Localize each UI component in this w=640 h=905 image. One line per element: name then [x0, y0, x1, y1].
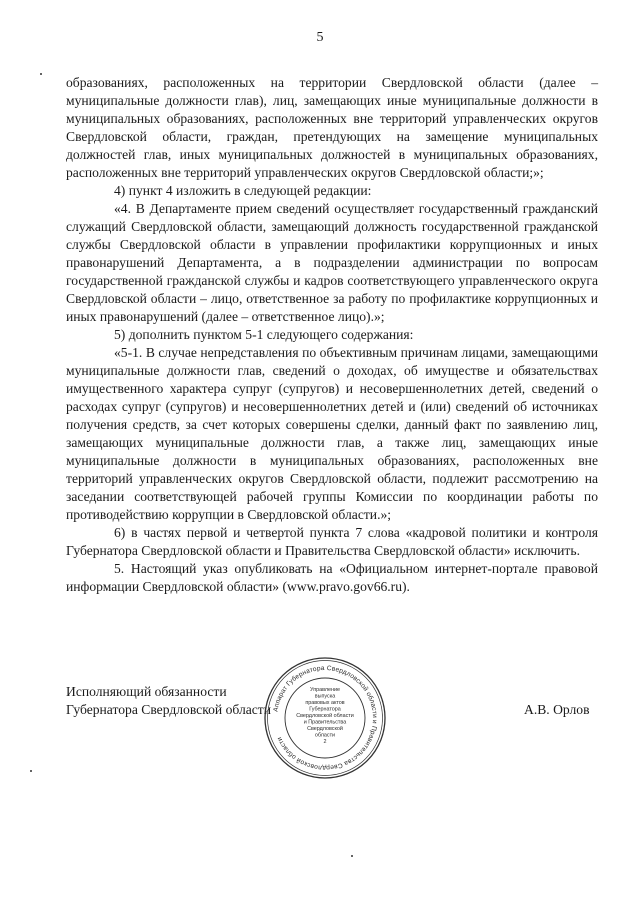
paragraph-7: 5. Настоящий указ опубликовать на «Официальном интернет-портале правовой информации Свердловской области» (www.pravo.gov66.ru).: [66, 561, 598, 594]
seal-inner-line: Свердловской: [307, 726, 343, 732]
scan-speck: [40, 73, 42, 75]
paragraph-6: 6) в частях первой и четвертой пункта 7 слова «кадровой политики и контроля Губернатора Свердловской области и Правительства Свердловской области» исключить.: [66, 525, 598, 558]
seal-inner-line: Свердловской области: [296, 713, 354, 719]
official-seal-stamp: [262, 655, 388, 781]
seal-inner-line: и Правительства: [303, 719, 347, 726]
paragraph-3: «4. В Департаменте прием сведений осуществляет государственный гражданский служащий Свердловской области, замещающий должность государственной гражданской службы Свердловской области в управлении профилактики коррупционных и иных правонарушений Департамента, а в подразделении администрации по вопросам государственной гражданской службы и кадров соответствующего управленческого округа Свердловской области – лицо, ответственное за работу по профилактике коррупционных и иных правонарушений (далее – ответственное лицо).»;: [66, 201, 598, 324]
signatory-position: [66, 683, 271, 719]
page-number: 5: [316, 30, 324, 45]
signatory-position-line-2: Губернатора Свердловской области: [66, 702, 272, 717]
scan-speck: [30, 770, 32, 772]
seal-inner-line: области: [314, 732, 336, 739]
paragraph-5: «5-1. В случае непредставления по объективным причинам лицами, замещающими муниципальные должности глав, сведений о доходах, об имуществе и обязательствах имущественного характера супруг (супругов) и несовершеннолетних детей, сведений о расходах супруг (супругов) и несовершеннолетних детей и (или) сведений об источниках получения средств, за счет которых совершены сделки, данный факт по заявлению лиц, замещающих муниципальные должности глав, а также лиц, замещающих иные муниципальные должности в муниципальных образованиях, расположенных вне территорий управленческих округов Свердловской области, подлежит рассмотрению на заседании соответствующей рабочей группы Комиссии по координации работы по противодействию коррупции в Свердловской области.»;: [66, 345, 598, 522]
paragraph-4: 5) дополнить пунктом 5-1 следующего содержания:: [114, 327, 414, 342]
signatory-position-line-1: Исполняющий обязанности: [66, 684, 227, 699]
document-body: [66, 74, 598, 596]
seal-ring-text: Аппарат Губернатора Свердловской области и Правительства Свердловской области: [272, 664, 379, 772]
seal-inner-line: Управление: [310, 687, 340, 693]
seal-inner-line: правовых актов: [305, 700, 345, 706]
signatory-name: А.В. Орлов: [524, 702, 590, 717]
seal-inner-line: Губернатора: [309, 706, 341, 713]
paragraph-1: образованиях, расположенных на территории Свердловской области (далее – муниципальные должности глав), лиц, замещающих иные муниципальные должности в муниципальных образованиях, расположенных вне территорий управленческих округов Свердловской области, граждан, претендующих на замещение муниципальных должностей глав, иных муниципальных должностей в муниципальных образованиях, расположенных вне территорий управленческих округов Свердловской области;»;: [66, 75, 598, 180]
seal-inner-line: 2: [323, 739, 327, 745]
seal-inner-line: выпуска: [314, 693, 336, 700]
scan-speck: [351, 855, 353, 857]
paragraph-2: 4) пункт 4 изложить в следующей редакции:: [114, 183, 372, 198]
